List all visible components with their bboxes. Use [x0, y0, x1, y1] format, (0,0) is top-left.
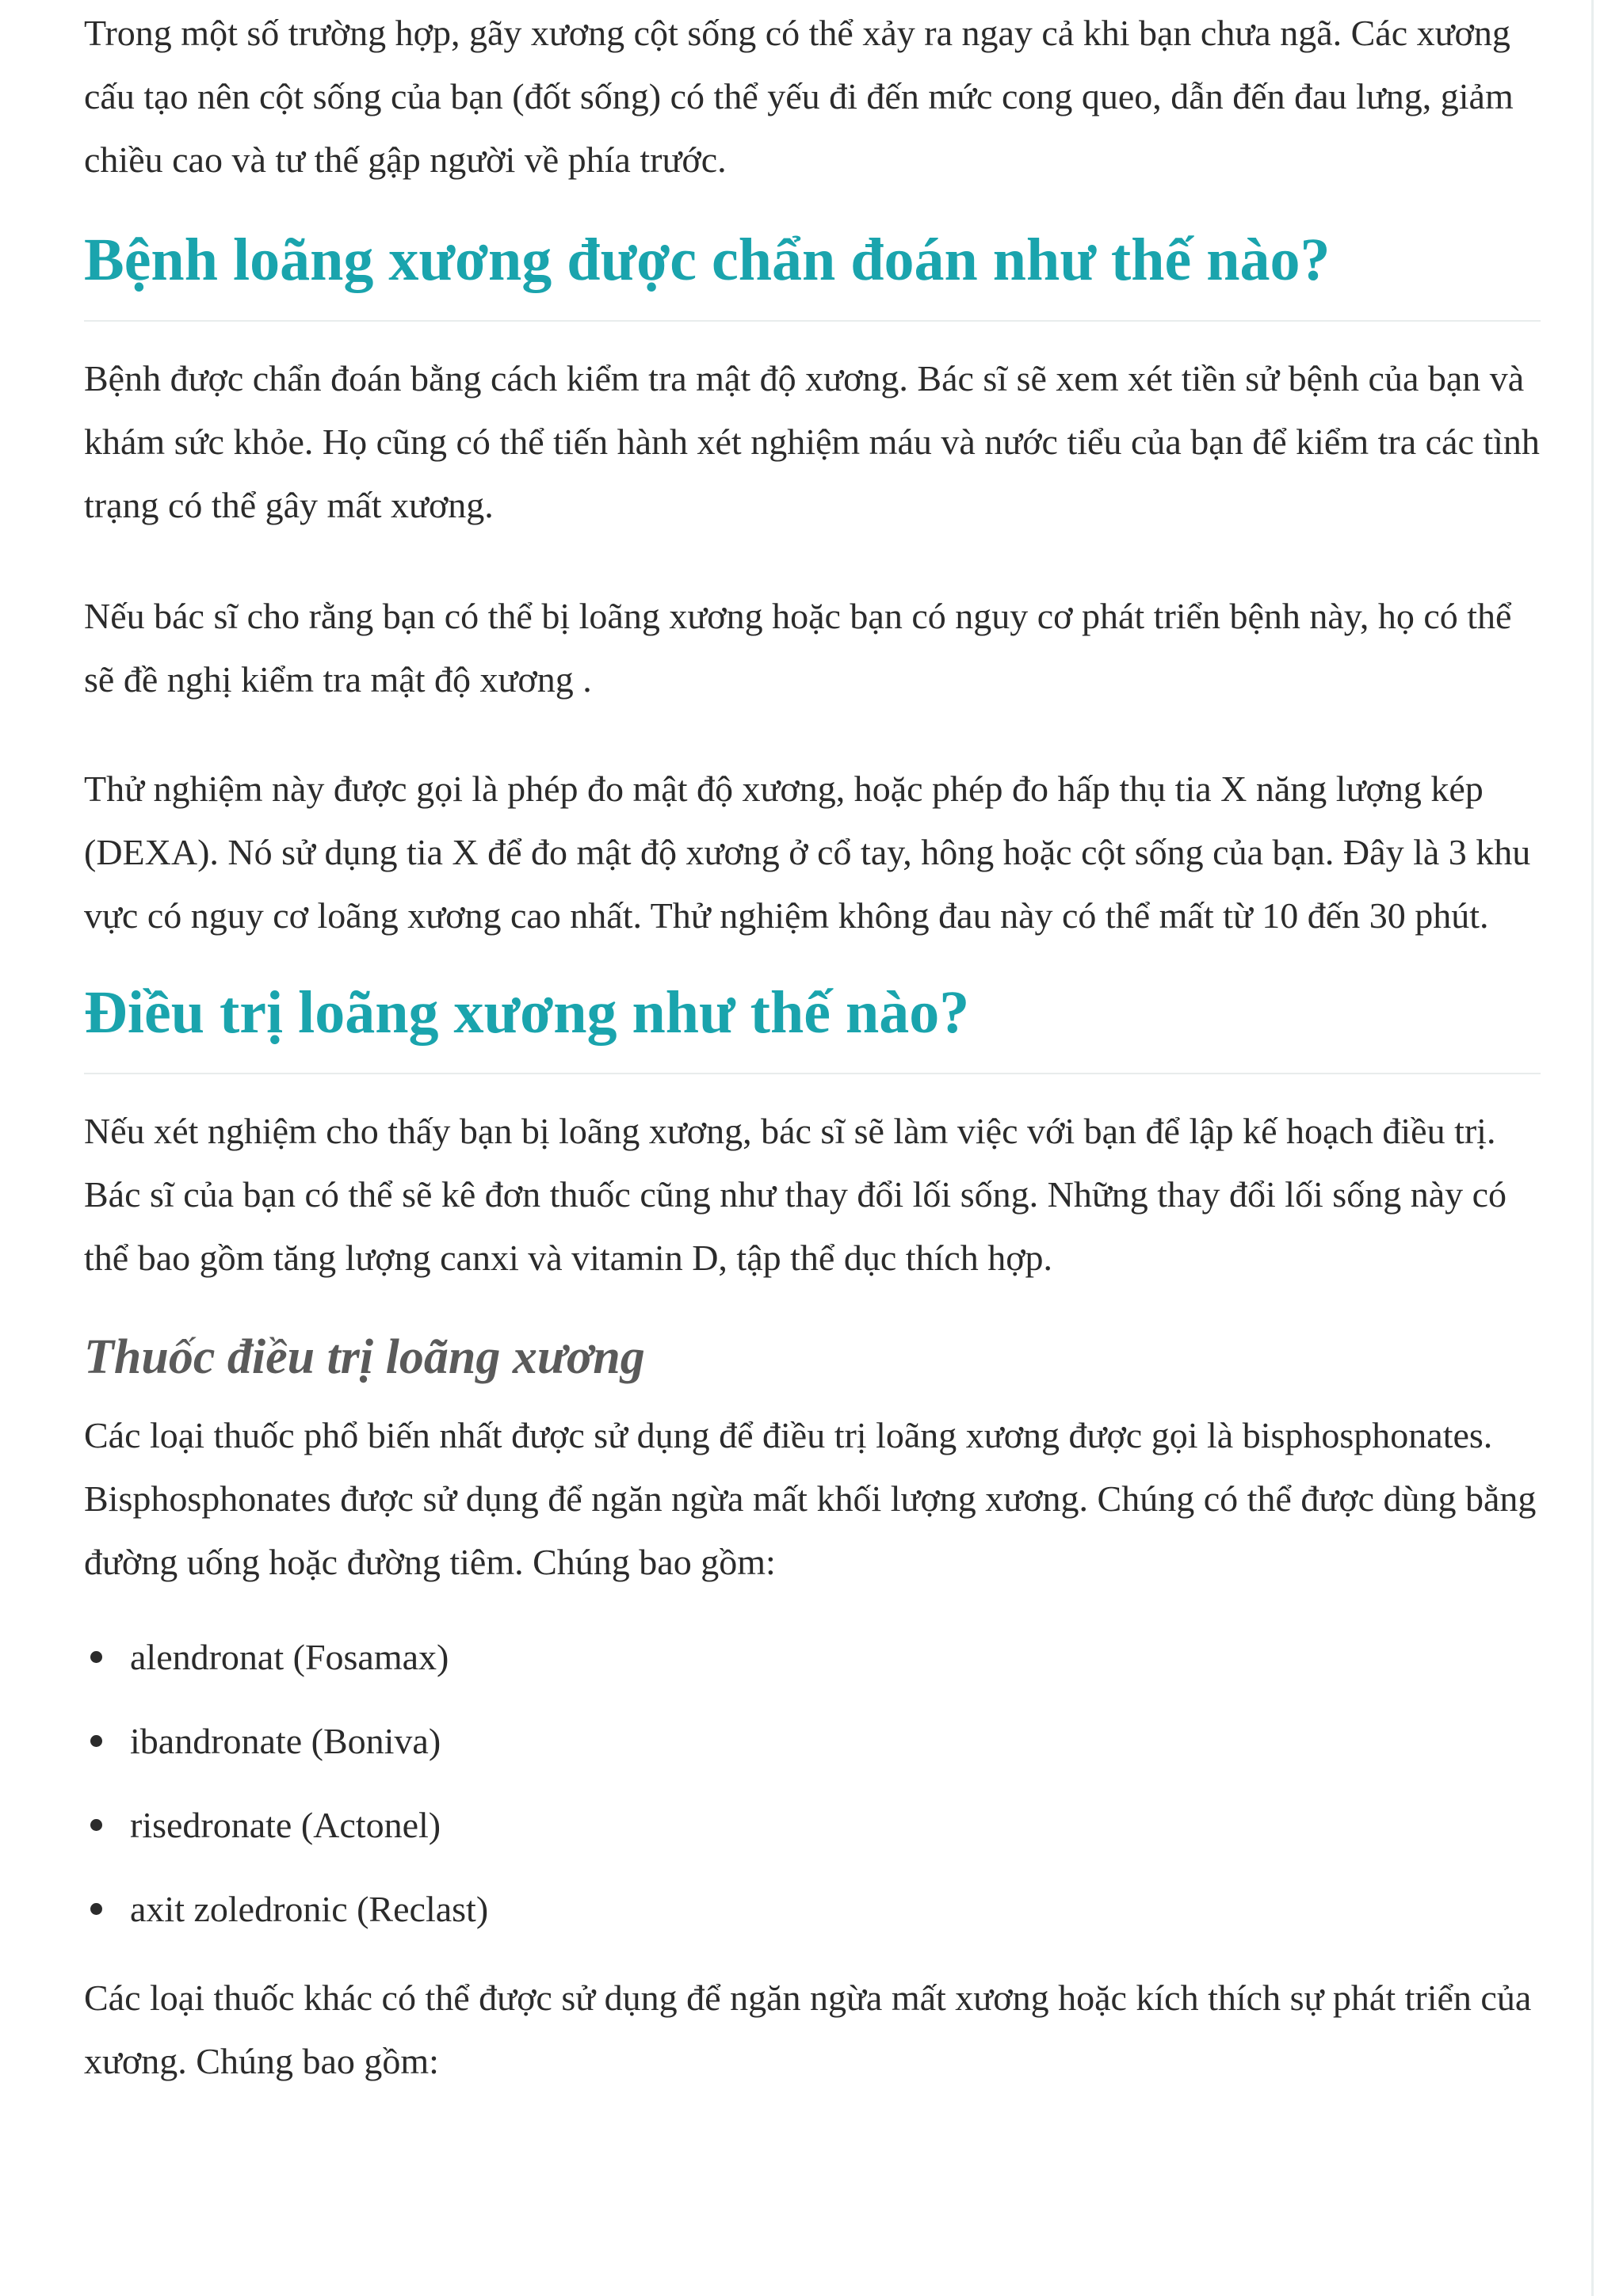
bullet-icon — [90, 1819, 102, 1831]
intro-paragraph: Trong một số trường hợp, gãy xương cột sống có thể xảy ra ngay cả khi bạn chưa ngã. Các xương cấu tạo nên cột sống của bạn (đốt sống) có thể yếu đi đến mức cong queo, dẫn đến đau lưng, giảm chiều cao và tư thế gập người về phía trước. — [84, 13, 1514, 180]
list-item — [84, 1794, 1541, 1857]
medications-paragraph: Các loại thuốc phổ biến nhất được sử dụng để điều trị loãng xương được gọi là bisphosphonates. Bisphosphonates được sử dụng để ngăn ngừa mất khối lượng xương. Chúng có thể được dùng bằng đường uống hoặc đường tiêm. Chúng bao gồm: — [84, 1415, 1537, 1582]
list-item — [84, 1626, 1541, 1689]
article-body — [84, 0, 1541, 2093]
diagnosis-paragraph-3: Thử nghiệm này được gọi là phép đo mật độ xương, hoặc phép đo hấp thụ tia X năng lượng kép (DEXA). Nó sử dụng tia X để đo mật độ xương ở cổ tay, hông hoặc cột sống của bạn. Đây là 3 khu vực có nguy cơ loãng xương cao nhất. Thử nghiệm không đau này có thể mất từ 10 đến 30 phút. — [84, 769, 1531, 936]
list-item-label: risedronate (Actonel) — [130, 1805, 441, 1845]
bullet-icon — [90, 1903, 102, 1915]
list-item-label: ibandronate (Boniva) — [130, 1721, 441, 1761]
list-item — [84, 1710, 1541, 1773]
list-item-label: alendronat (Fosamax) — [130, 1637, 449, 1677]
medications-closing-paragraph: Các loại thuốc khác có thể được sử dụng để ngăn ngừa mất xương hoặc kích thích sự phát triển của xương. Chúng bao gồm: — [84, 1978, 1532, 2081]
treatment-heading: Điều trị loãng xương như thế nào? — [84, 973, 1541, 1074]
treatment-paragraph: Nếu xét nghiệm cho thấy bạn bị loãng xương, bác sĩ sẽ làm việc với bạn để lập kế hoạch điều trị. Bác sĩ của bạn có thể sẽ kê đơn thuốc cũng như thay đổi lối sống. Những thay đổi lối sống này có thể bao gồm tăng lượng canxi và vitamin D, tập thể dục thích hợp. — [84, 1111, 1507, 1278]
right-border-rule — [1591, 0, 1594, 2296]
diagnosis-paragraph-1: Bệnh được chẩn đoán bằng cách kiểm tra mật độ xương. Bác sĩ sẽ xem xét tiền sử bệnh của bạn và khám sức khỏe. Họ cũng có thể tiến hành xét nghiệm máu và nước tiểu của bạn để kiểm tra các tình trạng có thể gây mất xương. — [84, 358, 1540, 525]
medications-heading: Thuốc điều trị loãng xương — [84, 1330, 645, 1384]
diagnosis-heading: Bệnh loãng xương được chẩn đoán như thế nào? — [84, 220, 1541, 322]
medications-list — [84, 1626, 1541, 1941]
list-item-label: axit zoledronic (Reclast) — [130, 1889, 489, 1929]
bullet-icon — [90, 1651, 102, 1663]
diagnosis-paragraph-2: Nếu bác sĩ cho rằng bạn có thể bị loãng xương hoặc bạn có nguy cơ phát triển bệnh này, họ có thể sẽ đề nghị kiểm tra mật độ xương . — [84, 596, 1512, 700]
list-item — [84, 1878, 1541, 1941]
bullet-icon — [90, 1735, 102, 1747]
